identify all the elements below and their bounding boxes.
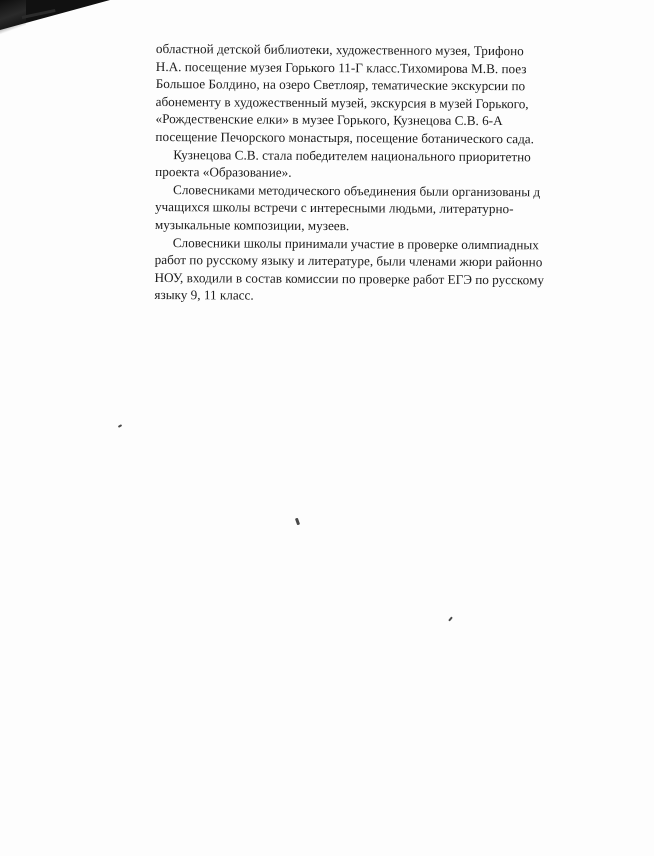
text-line: Большое Болдино, на озеро Светлояр, тематические экскурсии по bbox=[155, 76, 526, 94]
text-line: языку 9, 11 класс. bbox=[154, 287, 254, 303]
text-line: НОУ, входили в состав комиссии по проверке работ ЕГЭ по русскому bbox=[154, 269, 544, 288]
scan-corner-shade bbox=[0, 0, 26, 40]
text-line: Словесниками методического объединения были организованы д bbox=[173, 181, 541, 200]
text-line: музыкальные композиции, музеев. bbox=[154, 216, 350, 234]
text-line: абонементу в художественный музей, экскурсия в музей Горького, bbox=[155, 93, 529, 112]
text-line: учащихся школы встречи с интересными людьми, литературно- bbox=[154, 199, 514, 217]
text-line: областной детской библиотеки, художественного музея, Трифоно bbox=[155, 40, 524, 59]
text-line: посещение Печорского монастыря, посещение ботанического сада. bbox=[155, 128, 535, 147]
text-line: Словесники школы принимали участие в проверке олимпиадных bbox=[172, 234, 539, 252]
scan-speck bbox=[448, 616, 453, 621]
scan-speck bbox=[295, 518, 300, 526]
text-line: работ по русскому языку и литературе, были членами жюри районно bbox=[154, 252, 543, 270]
document-text bbox=[154, 40, 606, 307]
text-line: проекта «Образование». bbox=[155, 164, 292, 180]
scan-speck bbox=[118, 424, 122, 428]
text-line: «Рождественские елки» в музее Горького, Кузнецова С.В. 6-А bbox=[155, 111, 503, 129]
text-line: Н.А. посещение музея Горького 11-Г класс.Тихомирова М.В. поез bbox=[155, 58, 527, 76]
text-line: Кузнецова С.В. стала победителем национального приоритетно bbox=[173, 146, 531, 164]
